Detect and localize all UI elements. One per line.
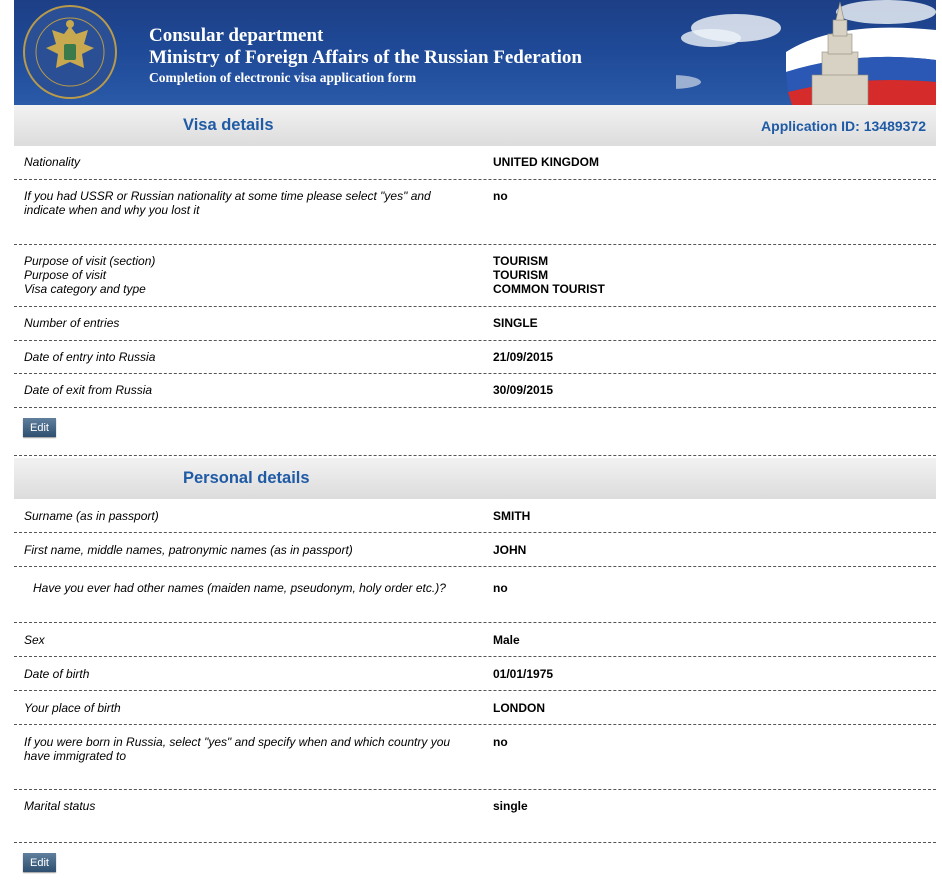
row-value-group [493, 254, 605, 296]
row-value: LONDON [493, 701, 545, 715]
row-value: 01/01/1975 [493, 667, 554, 681]
form-row-surname [14, 499, 936, 533]
row-value: no [493, 735, 508, 749]
visa-edit-button[interactable]: Edit [23, 418, 56, 437]
header-banner [14, 0, 936, 105]
form-row-exit-date [14, 374, 936, 408]
row-label: Date of entry into Russia [24, 350, 156, 364]
row-label: Nationality [24, 155, 81, 169]
visa-details-title: Visa details [183, 116, 274, 134]
row-value: 30/09/2015 [493, 383, 554, 397]
row-value: SINGLE [493, 316, 538, 330]
row-label-group [24, 254, 464, 296]
personal-edit-button[interactable]: Edit [23, 853, 56, 872]
row-label: Date of birth [24, 667, 90, 681]
row-value: COMMON TOURIST [493, 282, 605, 296]
form-row-first-name [14, 533, 936, 567]
form-row-ussr-nationality [14, 180, 936, 245]
form-row-entry-date [14, 341, 936, 374]
row-value: TOURISM [493, 268, 549, 282]
form-row-place-of-birth [14, 691, 936, 725]
row-label: Have you ever had other names (maiden name, pseudonym, holy order etc.)? [33, 581, 446, 595]
form-row-marital-status [14, 790, 936, 843]
row-label: Sex [24, 633, 45, 647]
row-value: single [493, 799, 528, 813]
visa-edit-area [14, 408, 936, 456]
header-line-2: Ministry of Foreign Affairs of the Russian Federation [149, 47, 582, 68]
row-label: If you had USSR or Russian nationality at some time please select "yes" and indicate when and why you lost it [24, 189, 431, 217]
header-line-3: Completion of electronic visa application form [149, 70, 417, 85]
row-value: SMITH [493, 509, 531, 523]
form-row-nationality [14, 146, 936, 180]
row-label: If you were born in Russia, select "yes" and specify when and which country you have immigrated to [24, 735, 451, 763]
personal-edit-area [14, 843, 936, 883]
row-label: Your place of birth [24, 701, 121, 715]
row-label: Number of entries [24, 316, 120, 330]
application-id: Application ID: 13489372 [761, 118, 926, 134]
form-row-born-in-russia [14, 725, 936, 790]
row-value: JOHN [493, 543, 527, 557]
row-value: TOURISM [493, 254, 549, 268]
form-row-date-of-birth [14, 657, 936, 691]
visa-details-header [14, 105, 936, 146]
row-value: Male [493, 633, 520, 647]
row-label: Date of exit from Russia [24, 383, 153, 397]
row-label: Purpose of visit [24, 268, 107, 282]
form-row-other-names [14, 567, 936, 623]
header-line-1: Consular department [149, 25, 324, 46]
row-label: Marital status [24, 799, 96, 813]
russian-flag-icon [676, 0, 936, 105]
personal-details-title: Personal details [183, 469, 310, 487]
form-row-purpose [14, 245, 936, 307]
row-label: Visa category and type [24, 282, 146, 296]
row-label: Purpose of visit (section) [24, 254, 156, 268]
row-value: 21/09/2015 [493, 350, 554, 364]
form-row-entries [14, 307, 936, 341]
row-label: Surname (as in passport) [24, 509, 159, 523]
row-value: no [493, 581, 508, 595]
coat-of-arms-icon [22, 4, 118, 100]
row-value: UNITED KINGDOM [493, 155, 599, 169]
personal-details-header [14, 458, 936, 499]
row-label: First name, middle names, patronymic names (as in passport) [24, 543, 353, 557]
form-row-sex [14, 623, 936, 657]
row-value: no [493, 189, 508, 203]
